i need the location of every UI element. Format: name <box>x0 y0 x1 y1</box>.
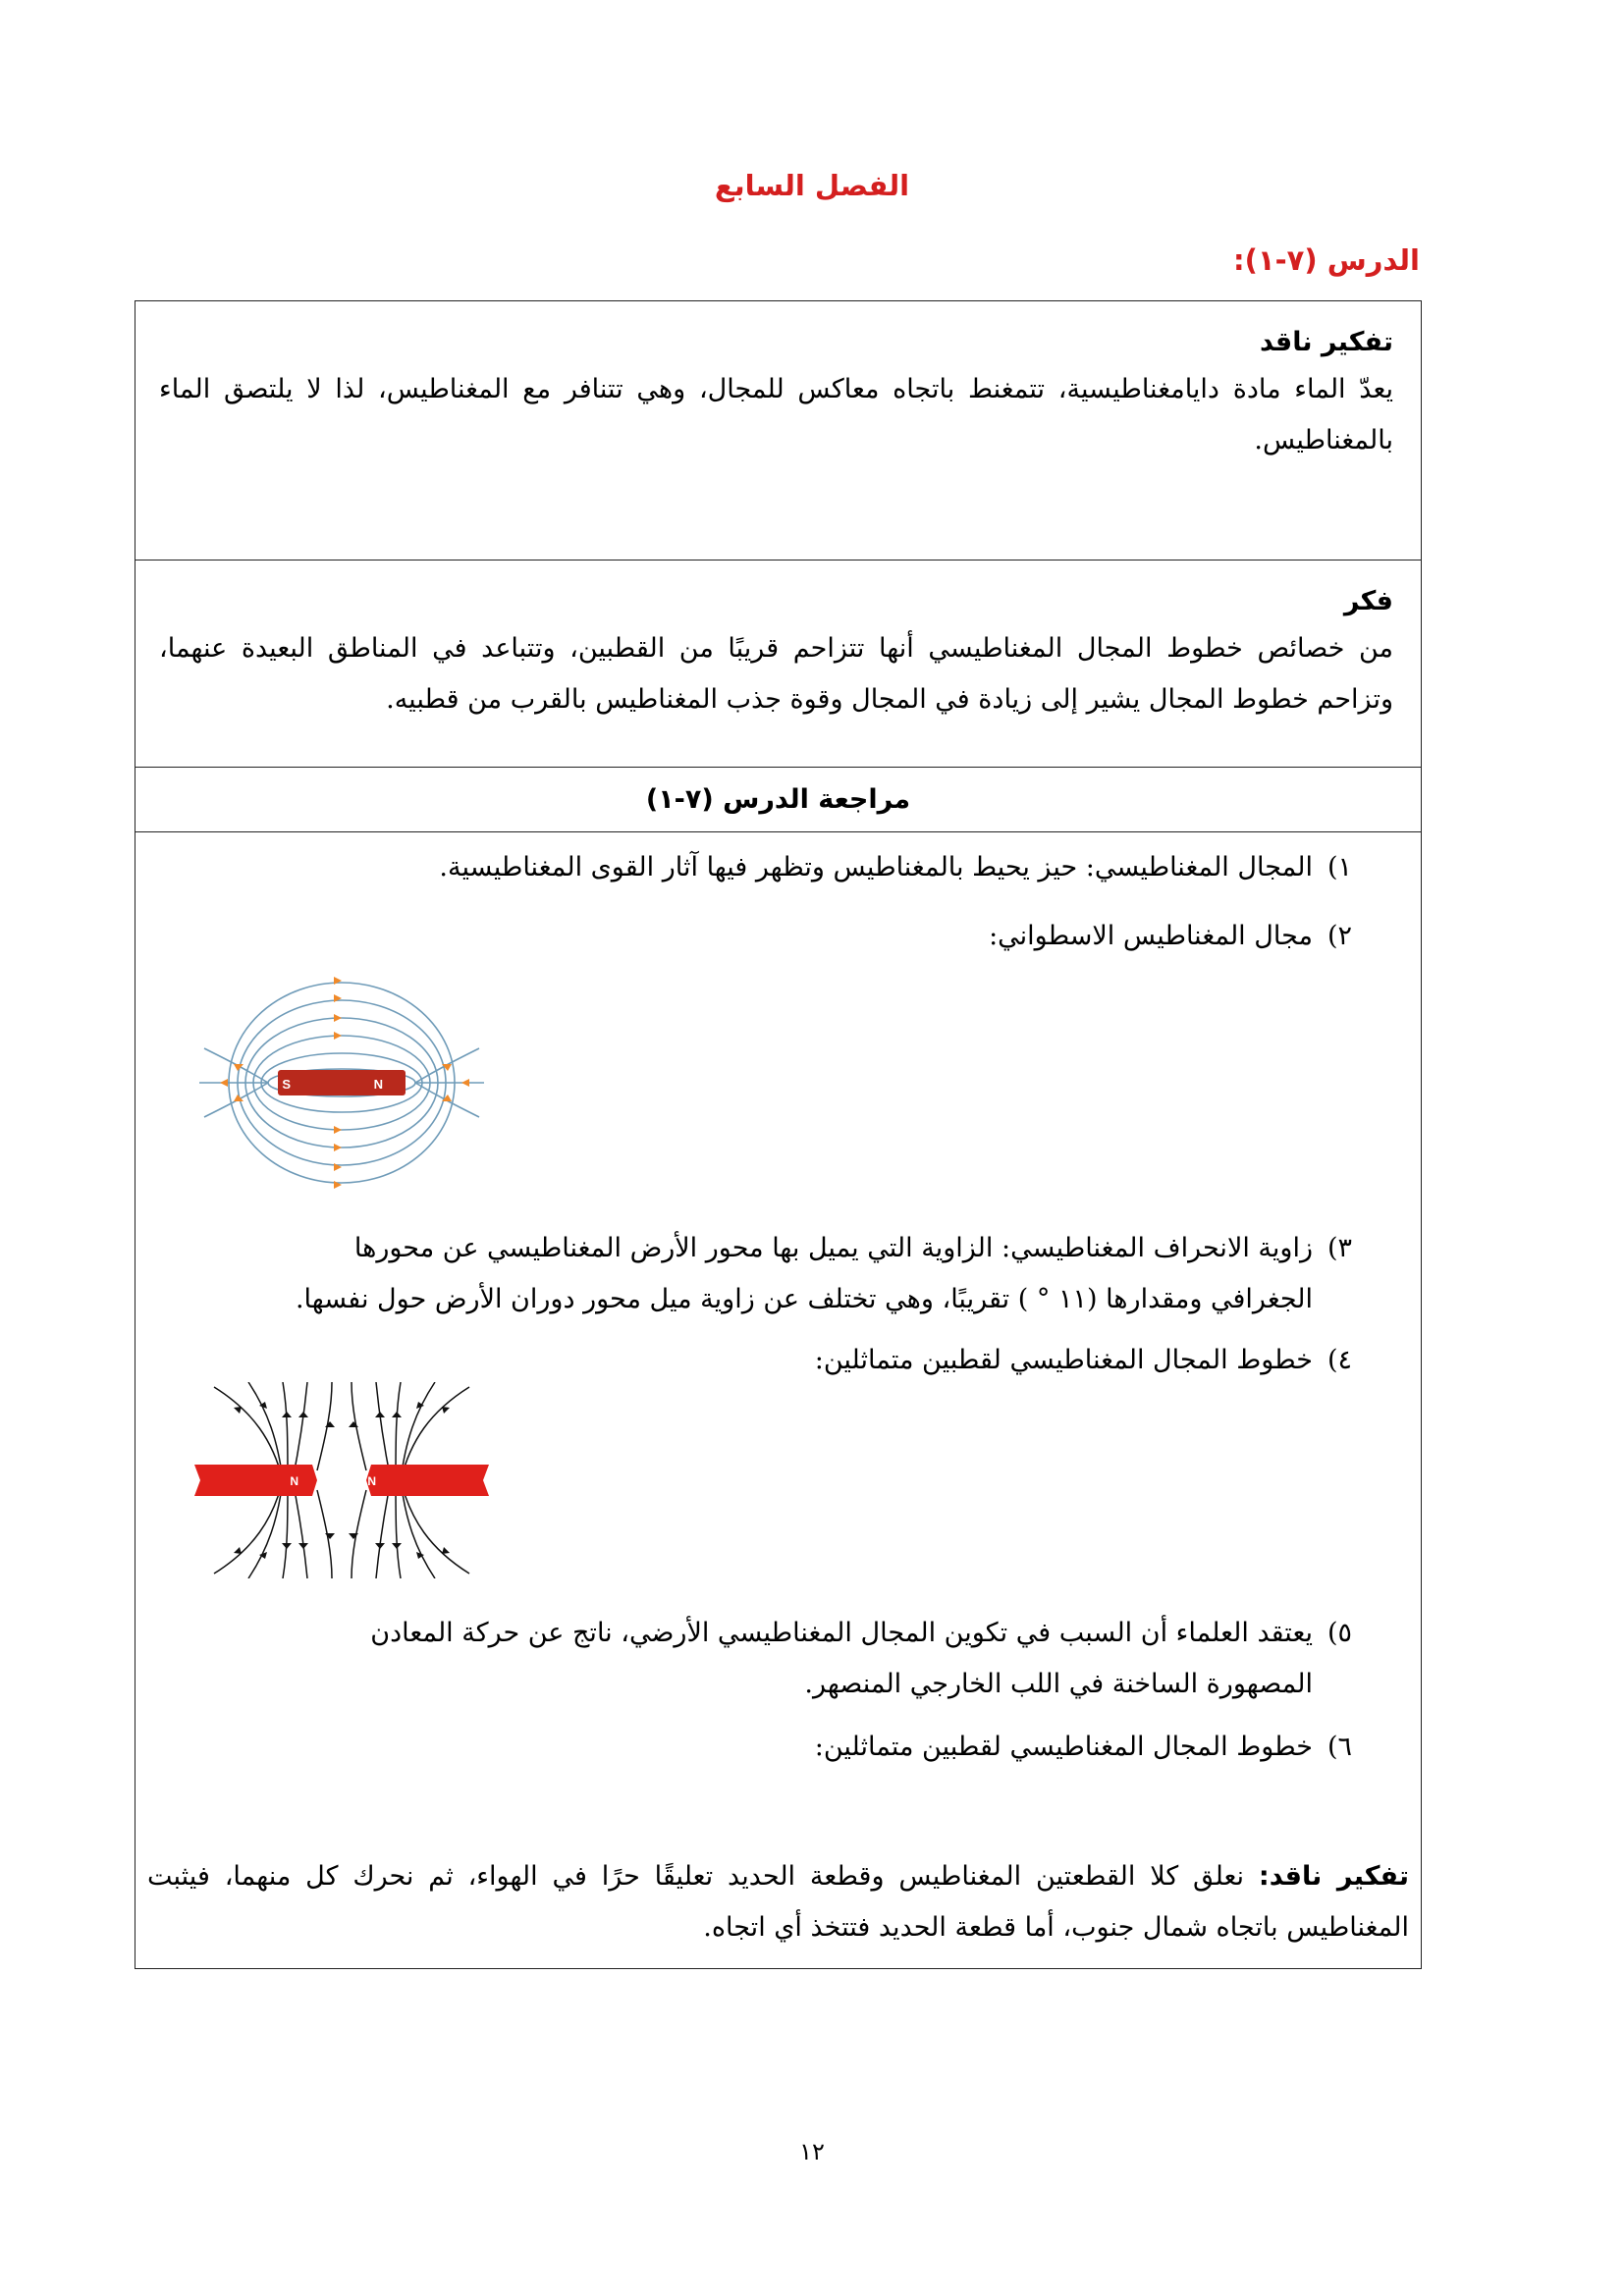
review-item-number: ٤) <box>1326 1345 1352 1375</box>
right-north-pole-label: N <box>367 1474 376 1488</box>
final-critical-thinking <box>147 1851 1409 1953</box>
review-item-text: خطوط المجال المغناطيسي لقطبين متماثلين: <box>814 1345 1313 1375</box>
bar-magnet-field-figure <box>194 970 489 1196</box>
final-note-text: نعلق كلا القطعتين المغناطيس وقطعة الحديد تعليقًا حرًا في الهواء، ثم نحرك كل منهما، فيثبت المغناطيس باتجاه شمال جنوب، أما قطعة الحديد فتتخذ أي اتجاه. <box>147 1861 1409 1943</box>
think-box <box>135 560 1422 768</box>
review-item-text: زاوية الانحراف المغناطيسي: الزاوية التي يميل بها محور الأرض المغناطيسي عن محورها الجغرافي ومقدارها (١١ ° ) تقريبًا، وهي تختلف عن زاوية ميل محور دوران الأرض حول نفسها. <box>295 1233 1313 1314</box>
review-item-text: مجال المغناطيس الاسطواني: <box>989 921 1313 951</box>
final-note-label: تفكير ناقد: <box>1258 1861 1409 1892</box>
review-item-number: ٣) <box>1326 1233 1352 1263</box>
left-magnet <box>194 1465 317 1496</box>
review-item-2 <box>282 911 1352 962</box>
left-north-pole-label: N <box>290 1474 298 1488</box>
review-item-1 <box>282 842 1352 893</box>
review-item-number: ٥) <box>1326 1618 1352 1648</box>
review-title: مراجعة الدرس (٧-١) <box>645 784 911 815</box>
review-item-number: ٦) <box>1326 1732 1352 1762</box>
think-title: فكر <box>1343 586 1393 616</box>
critical-thinking-text: يعدّ الماء مادة دايامغناطيسية، تتمغنط باتجاه معاكس للمجال، وهي تتنافر مع المغناطيس، لذا لا يلتصق الماء بالمغناطيس. <box>159 374 1393 455</box>
review-item-5 <box>282 1608 1352 1710</box>
think-text: من خصائص خطوط المجال المغناطيسي أنها تتزاحم قريبًا من القطبين، وتتباعد في المناطق البعيدة عنهما، وتزاحم خطوط المجال يشير إلى زيادة في المجال وقوة جذب المغناطيس بالقرب من قطبيه. <box>159 633 1393 715</box>
review-item-number: ١) <box>1326 852 1352 882</box>
critical-thinking-box <box>135 300 1422 561</box>
review-item-number: ٢) <box>1326 921 1352 951</box>
chapter-title: الفصل السابع <box>714 169 910 202</box>
review-content-box <box>135 831 1422 1969</box>
review-item-text: خطوط المجال المغناطيسي لقطبين متماثلين: <box>814 1732 1313 1762</box>
review-item-4 <box>282 1335 1352 1386</box>
review-item-3 <box>282 1223 1352 1325</box>
lesson-heading: الدرس (٧-١): <box>1233 243 1420 277</box>
review-title-box <box>135 767 1422 832</box>
page-number: ١٢ <box>799 2138 825 2165</box>
right-magnet <box>366 1465 489 1496</box>
south-pole-label: S <box>282 1077 291 1092</box>
review-item-text: يعتقد العلماء أن السبب في تكوين المجال المغناطيسي الأرضي، ناتج عن حركة المعادن المصهورة الساخنة في اللب الخارجي المنصهر. <box>370 1618 1313 1699</box>
bar-magnet <box>278 1070 406 1095</box>
review-item-text: المجال المغناطيسي: حيز يحيط بالمغناطيس وتظهر فيها آثار القوى المغناطيسية. <box>439 852 1313 882</box>
critical-thinking-title: تفكير ناقد <box>1259 327 1393 357</box>
north-pole-label: N <box>373 1077 383 1092</box>
like-poles-field-figure <box>194 1382 489 1578</box>
review-item-6 <box>282 1722 1352 1773</box>
